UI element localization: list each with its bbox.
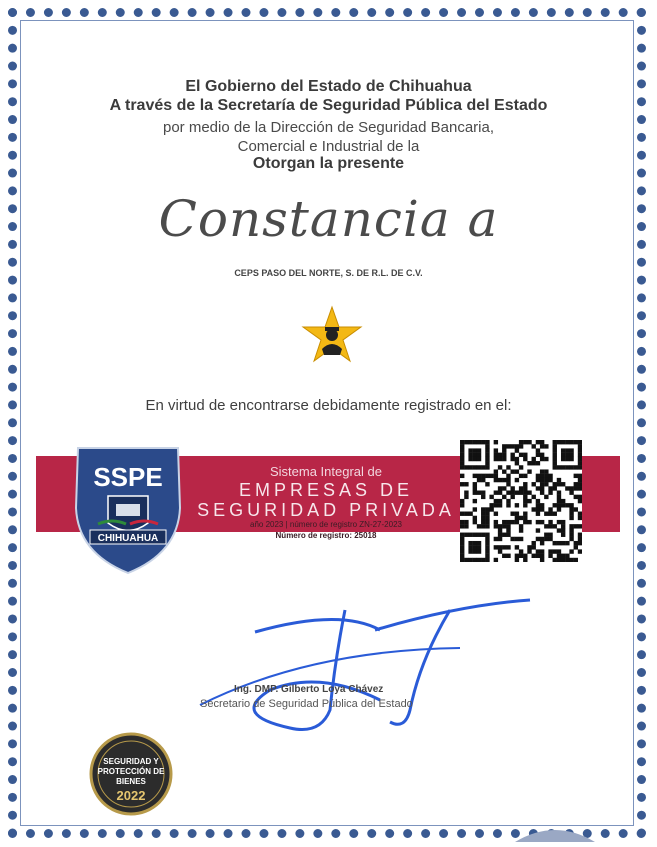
registry-line-1: Sistema Integral de — [269, 464, 382, 479]
security-star-icon — [300, 305, 364, 369]
seal-line-2: PROTECCIÓN DE — [97, 767, 165, 776]
qr-code — [460, 440, 582, 562]
registry-line-2: EMPRESAS DE — [238, 480, 414, 500]
issuer-line-2: A través de la Secretaría de Seguridad Pública del Estado — [109, 97, 548, 114]
decorative-corner-mark — [510, 818, 600, 842]
registry-line-3: SEGURIDAD PRIVADA — [197, 500, 455, 520]
seal-line-3: BIENES — [116, 777, 146, 786]
certificate-title: Constancia a — [158, 190, 499, 248]
seal-line-1: SEGURIDAD Y — [103, 757, 159, 766]
handwritten-signature — [160, 590, 540, 740]
signatory-title: Secretario de Seguridad Pública del Estado — [200, 698, 413, 710]
sspe-logo-text: SSPE — [93, 462, 163, 492]
registration-statement: En virtud de encontrarse debidamente registrado en el: — [145, 397, 512, 414]
seal-year: 2022 — [116, 788, 146, 803]
issuer-line-3: por medio de la Dirección de Seguridad Bancaria, — [162, 119, 495, 136]
issuer-line-1: El Gobierno del Estado de Chihuahua — [185, 78, 472, 95]
sspe-logo-subtext: CHIHUAHUA — [97, 533, 159, 544]
sspe-logo — [68, 438, 188, 578]
registry-number: Número de registro: 25018 — [275, 531, 377, 540]
signatory-name: Ing. DMP. Gilberto Loya Chávez — [234, 684, 384, 695]
issuer-line-5: Otorgan la presente — [252, 155, 405, 172]
registry-year-number: año 2023 | número de registro ZN-27-2023 — [250, 520, 402, 529]
award-seal — [86, 728, 176, 820]
company-name: CEPS PASO DEL NORTE, S. DE R.L. DE C.V. — [234, 268, 423, 278]
issuer-line-4: Comercial e Industrial de la — [237, 138, 420, 155]
